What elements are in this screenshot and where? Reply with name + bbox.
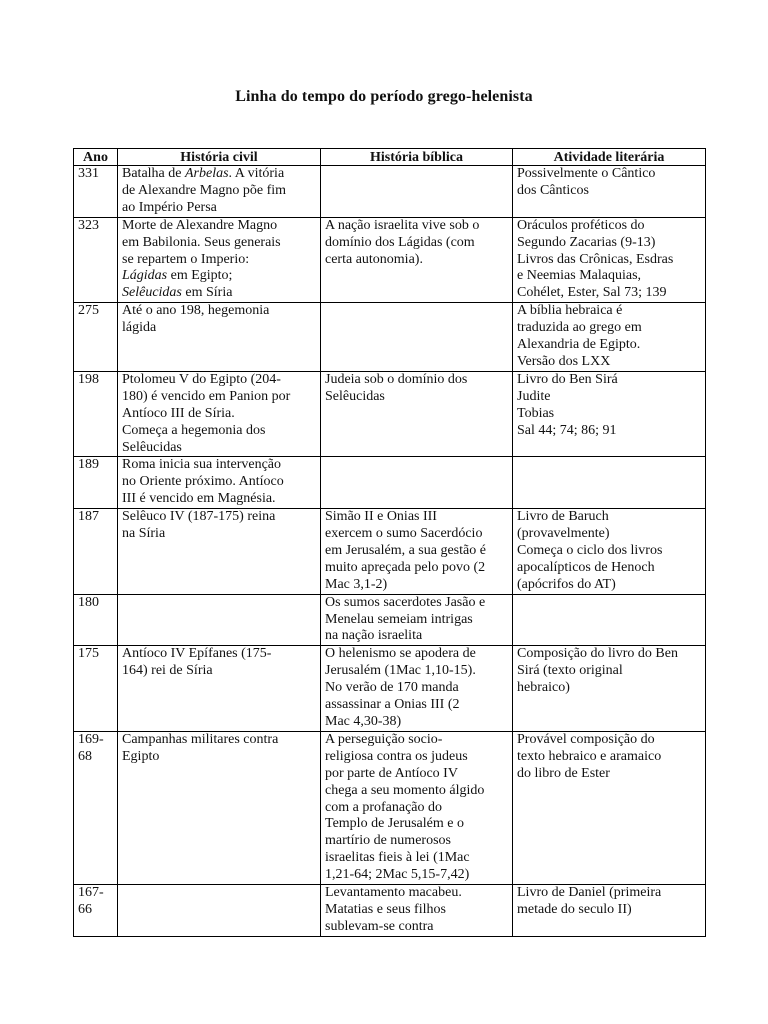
cell-line xyxy=(517,320,701,337)
header-year: Ano xyxy=(74,149,118,166)
text-run: (provavelmente) xyxy=(517,526,610,542)
text-run: Levantamento macabeu. xyxy=(325,885,462,901)
header-literary-activity: Atividade literária xyxy=(513,149,706,166)
text-run: Simão II e Onias III xyxy=(325,509,437,525)
cell-line xyxy=(325,663,508,680)
cell-line xyxy=(325,612,508,629)
cell-line: 198 xyxy=(78,371,99,387)
cell-line xyxy=(325,867,508,884)
cell-line: 66 xyxy=(78,901,92,917)
cell-line xyxy=(325,714,508,731)
text-run: se repartem o Imperio: xyxy=(122,251,250,267)
cell-line xyxy=(325,680,508,697)
cell-line xyxy=(325,850,508,867)
text-run: Selêuco IV (187-175) reina xyxy=(122,509,276,525)
literary-activity-cell xyxy=(513,457,706,509)
cell-line xyxy=(325,526,508,543)
table-row xyxy=(74,646,706,732)
text-run: certa autonomia). xyxy=(325,251,423,267)
civil-history-cell xyxy=(118,371,321,457)
year-cell xyxy=(74,217,118,303)
table-row xyxy=(74,885,706,937)
year-cell xyxy=(74,594,118,646)
text-run: Roma inicia sua intervenção xyxy=(122,457,281,473)
cell-line xyxy=(517,183,701,200)
header-biblical-history: História bíblica xyxy=(321,149,513,166)
text-run: Judeia sob o domínio dos xyxy=(325,371,468,387)
text-run: Segundo Zacarias (9-13) xyxy=(517,234,656,250)
cell-line xyxy=(325,816,508,833)
cell-line xyxy=(517,389,701,406)
cell-line xyxy=(517,732,701,749)
text-run: A nação israelita vive sob o xyxy=(325,217,480,233)
cell-line: 187 xyxy=(78,509,99,525)
year-cell xyxy=(74,885,118,937)
text-run: e Neemias Malaquias, xyxy=(517,268,642,284)
table-row xyxy=(74,303,706,372)
text-run: (apócrifos do AT) xyxy=(517,576,616,592)
cell-line xyxy=(517,663,701,680)
biblical-history-cell xyxy=(321,457,513,509)
text-run: Mac 4,30-38) xyxy=(325,714,402,729)
text-run: Campanhas militares contra xyxy=(122,731,279,747)
text-run: Morte de Alexandre Magno xyxy=(122,217,278,233)
text-run: Selêucidas xyxy=(122,439,182,455)
cell-line xyxy=(325,885,508,902)
literary-activity-cell xyxy=(513,371,706,457)
cell-line xyxy=(325,833,508,850)
page-title: Linha do tempo do período grego-helenista xyxy=(235,88,533,105)
text-run: do libro de Ester xyxy=(517,765,610,781)
text-run: Antíoco III de Síria. xyxy=(122,405,235,421)
cell-line xyxy=(122,303,316,320)
year-cell xyxy=(74,509,118,595)
civil-history-cell xyxy=(118,166,321,218)
civil-history-cell xyxy=(118,885,321,937)
literary-activity-cell xyxy=(513,646,706,732)
civil-history-cell xyxy=(118,457,321,509)
text-run: dos Cânticos xyxy=(517,182,589,198)
cell-line xyxy=(122,423,316,440)
text-run: apocalípticos de Henoch xyxy=(517,559,655,575)
cell-line xyxy=(517,749,701,766)
civil-history-cell xyxy=(118,594,321,646)
cell-line xyxy=(517,218,701,235)
text-run: No verão de 170 manda xyxy=(325,680,459,696)
table-row xyxy=(74,509,706,595)
cell-line: 189 xyxy=(78,457,99,473)
cell-line xyxy=(122,440,316,457)
text-run: na Síria xyxy=(122,526,166,542)
cell-line xyxy=(517,372,701,389)
literary-activity-cell xyxy=(513,731,706,884)
cell-line xyxy=(122,509,316,526)
text-run: de Alexandre Magno põe fim xyxy=(122,182,287,198)
biblical-history-cell xyxy=(321,509,513,595)
cell-line xyxy=(517,303,701,320)
text-run: Antíoco IV Epífanes (175- xyxy=(122,646,272,662)
cell-line xyxy=(517,526,701,543)
text-run: Sirá (texto original xyxy=(517,663,623,679)
text-run: ao Império Persa xyxy=(122,199,217,215)
text-run: Os sumos sacerdotes Jasão e xyxy=(325,594,486,610)
year-cell xyxy=(74,371,118,457)
cell-line: 169- xyxy=(78,731,104,747)
cell-line xyxy=(517,543,701,560)
text-run: texto hebraico e aramaico xyxy=(517,748,662,764)
year-cell xyxy=(74,646,118,732)
year-cell xyxy=(74,731,118,884)
text-run: . A vitória xyxy=(228,166,285,181)
timeline-table xyxy=(73,148,706,937)
cell-line xyxy=(325,389,508,406)
italic-term: Lágidas xyxy=(122,268,168,284)
cell-line xyxy=(517,766,701,783)
table-row xyxy=(74,217,706,303)
cell-line xyxy=(122,526,316,543)
cell-line: 323 xyxy=(78,217,99,233)
cell-line xyxy=(517,166,701,183)
text-run: Batalha de xyxy=(122,166,185,181)
text-run: Selêucidas xyxy=(325,388,385,404)
cell-line xyxy=(122,200,316,217)
biblical-history-cell xyxy=(321,217,513,303)
text-run: exercem o sumo Sacerdócio xyxy=(325,526,483,542)
text-run: domínio dos Lágidas (com xyxy=(325,234,475,250)
biblical-history-cell xyxy=(321,646,513,732)
text-run: Começa a hegemonia dos xyxy=(122,422,266,438)
text-run: III é vencido em Magnésia. xyxy=(122,491,276,507)
text-run: chega a seu momento álgido xyxy=(325,782,485,798)
text-run: Começa o ciclo dos livros xyxy=(517,542,663,558)
text-run: na nação israelita xyxy=(325,628,423,644)
text-run: em Babilonia. Seus generais xyxy=(122,234,281,250)
cell-line xyxy=(122,646,316,663)
text-run: Livro de Daniel (primeira xyxy=(517,885,662,901)
cell-line xyxy=(325,218,508,235)
cell-line xyxy=(517,885,701,902)
cell-line xyxy=(517,646,701,663)
cell-line xyxy=(122,663,316,680)
text-run: metade do seculo II) xyxy=(517,901,632,917)
cell-line xyxy=(325,595,508,612)
cell-line xyxy=(325,372,508,389)
text-run: Mac 3,1-2) xyxy=(325,576,388,592)
cell-line xyxy=(325,902,508,919)
biblical-history-cell xyxy=(321,371,513,457)
cell-line: 68 xyxy=(78,748,92,764)
text-run: Livros das Crônicas, Esdras xyxy=(517,251,674,267)
text-run: A bíblia hebraica é xyxy=(517,303,623,319)
cell-line xyxy=(325,749,508,766)
text-run: 1,21-64; 2Mac 5,15-7,42) xyxy=(325,867,470,883)
text-run: assassinar a Onias III (2 xyxy=(325,697,460,713)
cell-line xyxy=(517,680,701,697)
text-run: sublevam-se contra xyxy=(325,918,434,934)
biblical-history-cell xyxy=(321,731,513,884)
text-run: por parte de Antíoco IV xyxy=(325,765,458,781)
cell-line xyxy=(325,560,508,577)
cell-line: 331 xyxy=(78,166,99,181)
literary-activity-cell xyxy=(513,885,706,937)
cell-line xyxy=(325,252,508,269)
literary-activity-cell xyxy=(513,509,706,595)
year-cell xyxy=(74,303,118,372)
table-body xyxy=(74,166,706,937)
cell-line xyxy=(325,628,508,645)
table-row xyxy=(74,731,706,884)
civil-history-cell xyxy=(118,509,321,595)
cell-line xyxy=(122,285,316,302)
cell-line: 175 xyxy=(78,646,99,662)
table-row xyxy=(74,371,706,457)
header-civil-history: História civil xyxy=(118,149,321,166)
text-run: Livro de Baruch xyxy=(517,509,609,525)
year-cell xyxy=(74,166,118,218)
civil-history-cell xyxy=(118,731,321,884)
text-run: hebraico) xyxy=(517,680,570,696)
text-run: Egipto xyxy=(122,748,160,764)
text-run: religiosa contra os judeus xyxy=(325,748,468,764)
text-run: Menelau semeiam intrigas xyxy=(325,611,473,627)
cell-line xyxy=(517,337,701,354)
text-run: Possivelmente o Cântico xyxy=(517,166,656,181)
biblical-history-cell xyxy=(321,166,513,218)
cell-line xyxy=(325,577,508,594)
cell-line xyxy=(325,235,508,252)
literary-activity-cell xyxy=(513,594,706,646)
italic-term: Selêucidas xyxy=(122,285,182,301)
biblical-history-cell xyxy=(321,594,513,646)
biblical-history-cell xyxy=(321,885,513,937)
table-row xyxy=(74,594,706,646)
header-row xyxy=(74,149,706,166)
year-cell xyxy=(74,457,118,509)
text-run: com a profanação do xyxy=(325,799,442,815)
cell-line xyxy=(325,543,508,560)
italic-term: Arbelas xyxy=(184,166,229,181)
cell-line xyxy=(517,268,701,285)
cell-line xyxy=(122,389,316,406)
cell-line xyxy=(325,509,508,526)
text-run: Provável composição do xyxy=(517,731,655,747)
text-run: Judite xyxy=(517,388,551,404)
literary-activity-cell xyxy=(513,217,706,303)
cell-line: 167- xyxy=(78,885,104,901)
text-run: em Síria xyxy=(181,285,233,301)
cell-line xyxy=(517,285,701,302)
cell-line xyxy=(517,252,701,269)
cell-line xyxy=(325,783,508,800)
text-run: traduzida ao grego em xyxy=(517,320,642,336)
cell-line xyxy=(122,268,316,285)
table-row xyxy=(74,457,706,509)
cell-line xyxy=(325,697,508,714)
cell-line: 180 xyxy=(78,594,99,610)
text-run: Sal 44; 74; 86; 91 xyxy=(517,422,617,438)
text-run: 180) é vencido em Panion por xyxy=(122,388,291,404)
text-run: Templo de Jerusalém e o xyxy=(325,816,464,832)
text-run: em Egipto; xyxy=(167,268,233,284)
civil-history-cell xyxy=(118,646,321,732)
table-row xyxy=(74,166,706,218)
cell-line xyxy=(517,423,701,440)
text-run: Livro do Ben Sirá xyxy=(517,371,618,387)
literary-activity-cell xyxy=(513,303,706,372)
text-run: martírio de numerosos xyxy=(325,833,451,849)
civil-history-cell xyxy=(118,217,321,303)
cell-line xyxy=(325,919,508,936)
cell-line xyxy=(122,218,316,235)
text-run: O helenismo se apodera de xyxy=(325,646,476,662)
cell-line xyxy=(122,474,316,491)
literary-activity-cell xyxy=(513,166,706,218)
cell-line xyxy=(122,491,316,508)
cell-line xyxy=(517,902,701,919)
cell-line xyxy=(122,252,316,269)
cell-line xyxy=(517,354,701,371)
cell-line xyxy=(517,406,701,423)
text-run: Versão dos LXX xyxy=(517,353,611,369)
text-run: Até o ano 198, hegemonia xyxy=(122,303,270,319)
text-run: no Oriente próximo. Antíoco xyxy=(122,474,284,490)
cell-line xyxy=(517,560,701,577)
text-run: Composição do livro do Ben xyxy=(517,646,678,662)
text-run: lágida xyxy=(122,320,157,336)
cell-line xyxy=(122,166,316,183)
text-run: em Jerusalém, a sua gestão é xyxy=(325,542,486,558)
text-run: Cohélet, Ester, Sal 73; 139 xyxy=(517,285,667,301)
cell-line xyxy=(517,577,701,594)
text-run: Tobias xyxy=(517,405,555,421)
cell-line xyxy=(517,235,701,252)
cell-line xyxy=(325,646,508,663)
text-run: muito apreçada pelo povo (2 xyxy=(325,559,486,575)
text-run: israelitas fieis à lei (1Mac xyxy=(325,850,470,866)
text-run: A perseguição socio- xyxy=(325,731,443,747)
cell-line xyxy=(325,800,508,817)
civil-history-cell xyxy=(118,303,321,372)
text-run: Oráculos proféticos do xyxy=(517,217,645,233)
biblical-history-cell xyxy=(321,303,513,372)
text-run: Ptolomeu V do Egipto (204- xyxy=(122,371,281,387)
cell-line xyxy=(325,732,508,749)
cell-line xyxy=(122,235,316,252)
text-run: Alexandria de Egipto. xyxy=(517,337,641,353)
cell-line: 275 xyxy=(78,303,99,319)
text-run: Matatias e seus filhos xyxy=(325,901,446,917)
text-run: 164) rei de Síria xyxy=(122,663,213,679)
cell-line xyxy=(122,183,316,200)
cell-line xyxy=(325,766,508,783)
cell-line xyxy=(122,749,316,766)
cell-line xyxy=(122,406,316,423)
cell-line xyxy=(122,457,316,474)
cell-line xyxy=(122,320,316,337)
cell-line xyxy=(122,372,316,389)
text-run: Jerusalém (1Mac 1,10-15). xyxy=(325,663,476,679)
cell-line xyxy=(122,732,316,749)
cell-line xyxy=(517,509,701,526)
